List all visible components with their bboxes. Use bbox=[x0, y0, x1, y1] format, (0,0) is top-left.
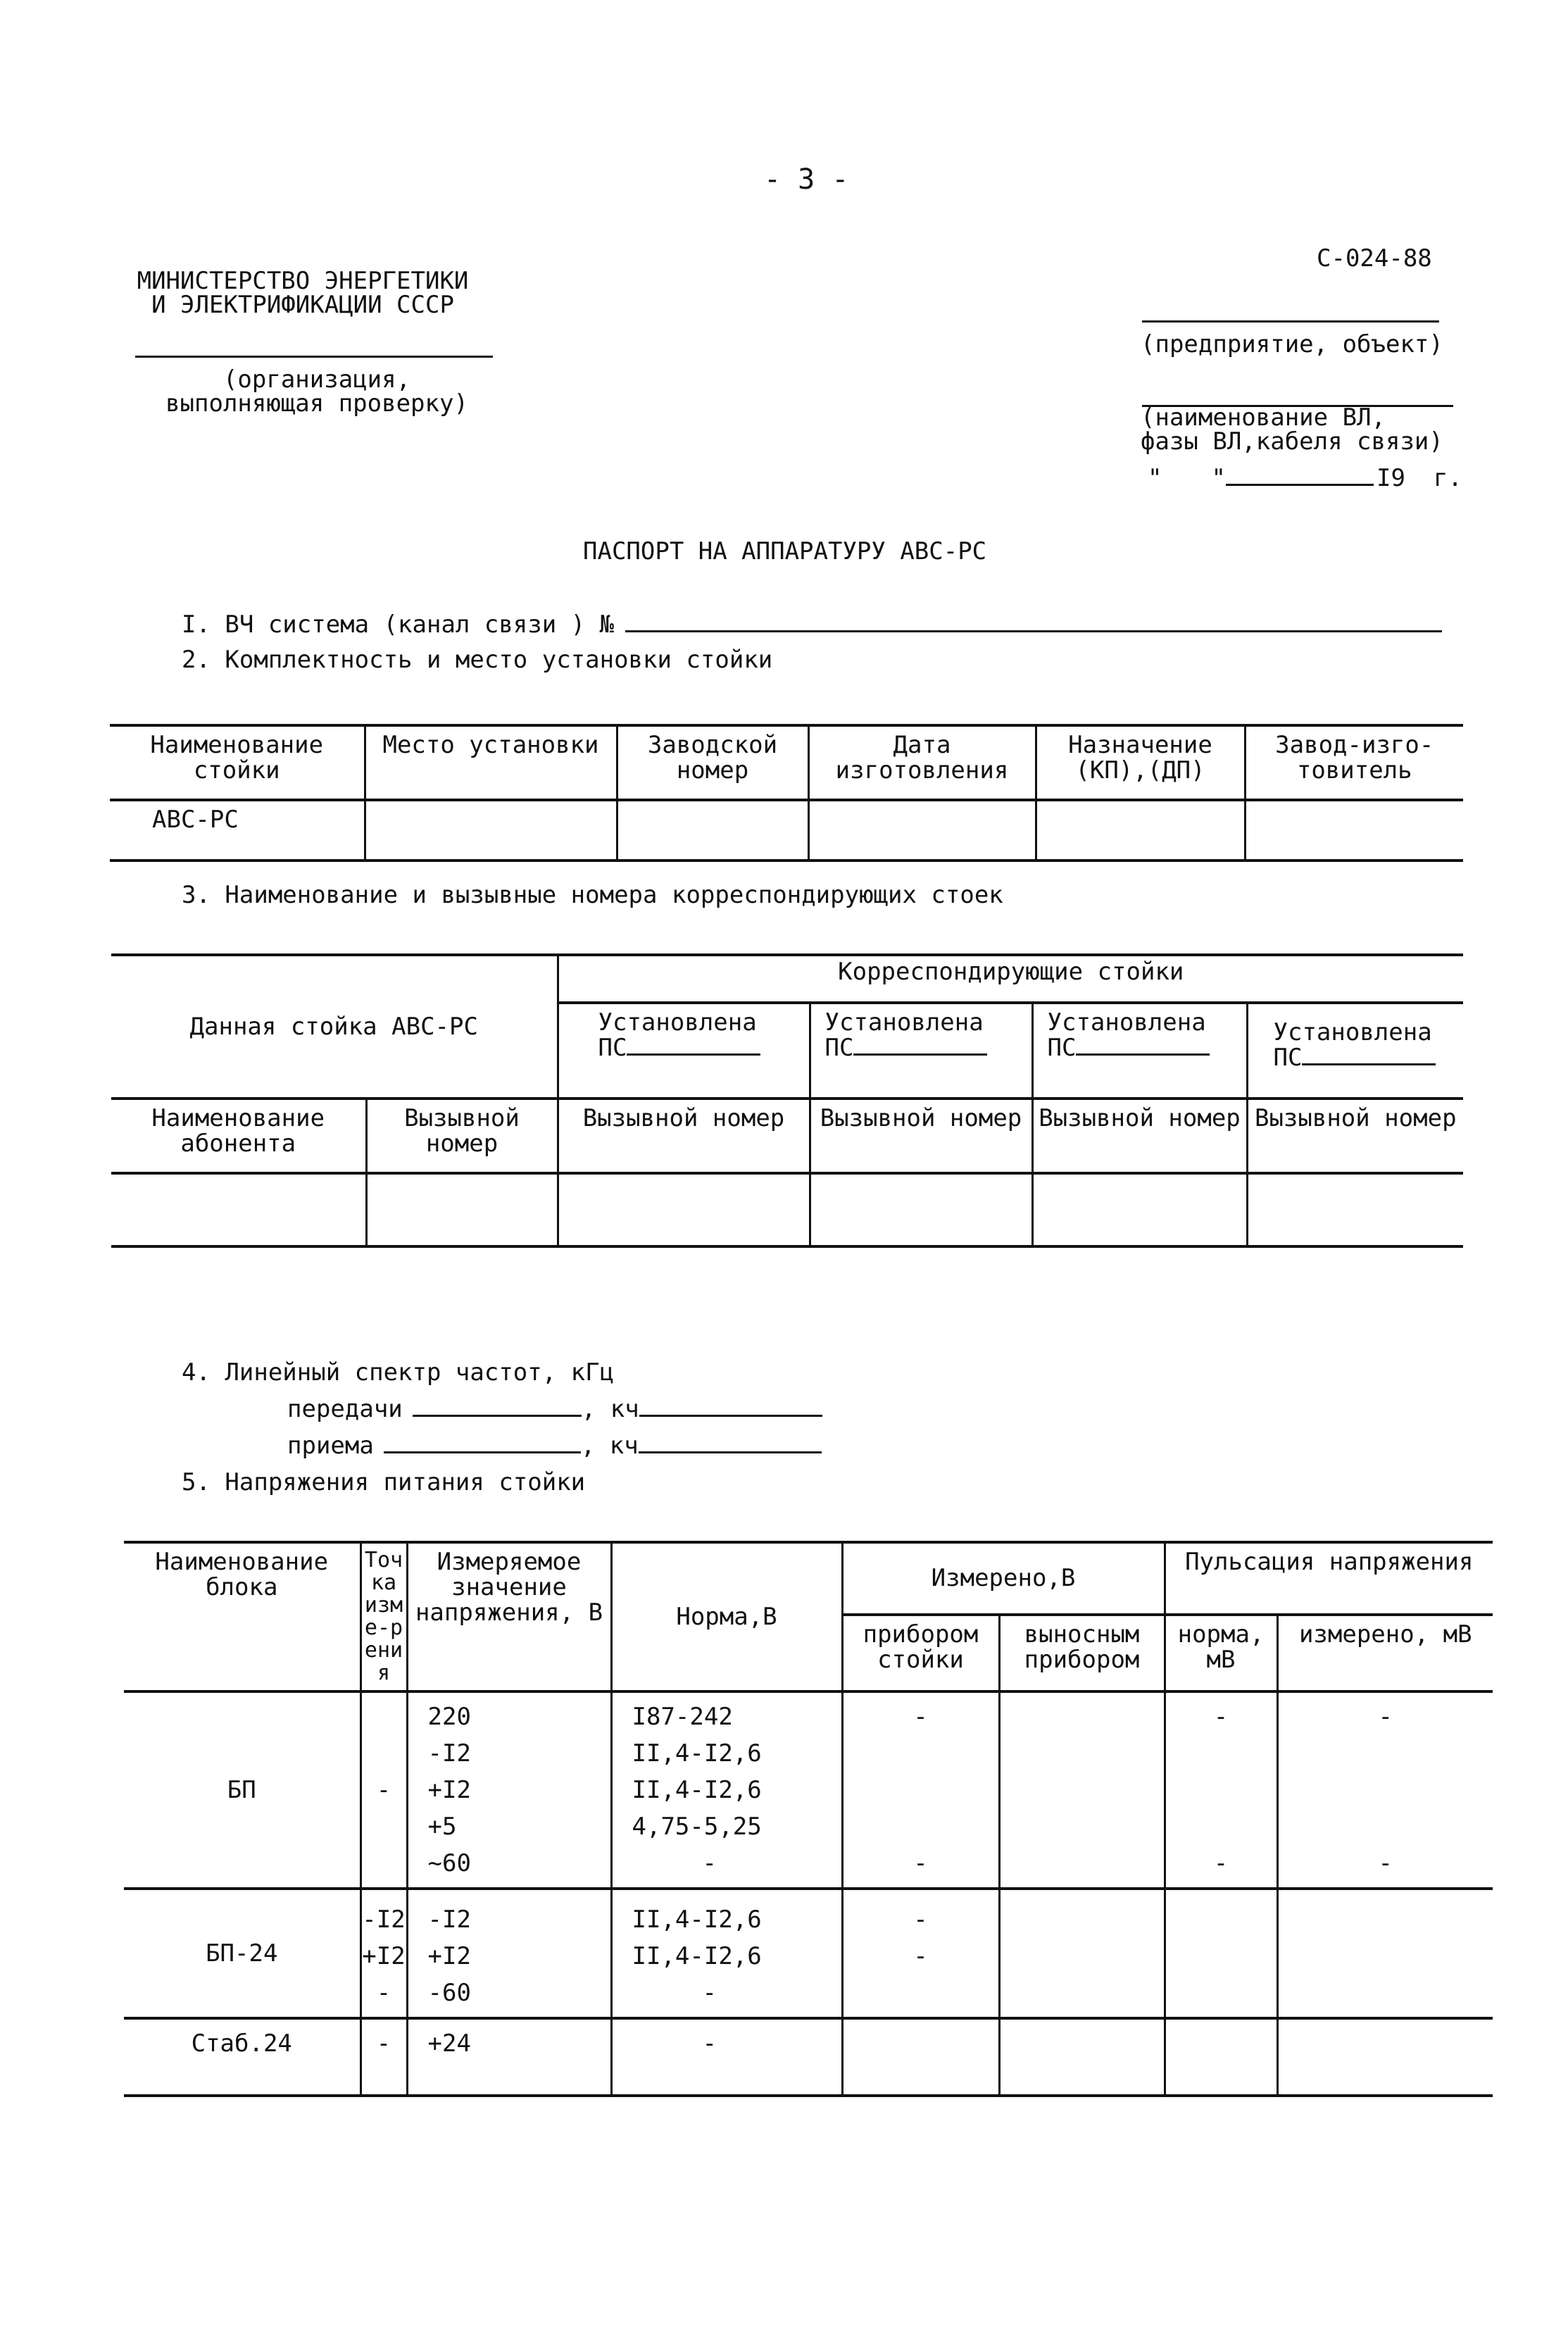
external-device-values bbox=[999, 1691, 1165, 1889]
date-line: " " I9 г. bbox=[1148, 464, 1462, 492]
header-serial: Заводской номер bbox=[617, 725, 808, 800]
header-block-name: Наименование блока bbox=[124, 1542, 360, 1691]
header-purpose: Назначение (КП),(ДП) bbox=[1036, 725, 1245, 800]
item-1: I. ВЧ система (канал связи ) № bbox=[182, 611, 1442, 638]
empty-cell bbox=[111, 1173, 366, 1246]
document-code: С-024-88 bbox=[1317, 244, 1432, 273]
header-manufacture-date: Дата изготовления bbox=[808, 725, 1036, 800]
enterprise-line bbox=[1142, 320, 1439, 323]
header-manufacturer: Завод-изго-товитель bbox=[1245, 725, 1463, 800]
norm-values: II,4-I2,6 II,4-I2,6 - bbox=[611, 1889, 842, 2018]
equipment-table bbox=[110, 724, 1463, 862]
table-row bbox=[124, 2018, 1493, 2096]
cell-location bbox=[365, 800, 617, 861]
given-stand-header: Данная стойка АВС-РС bbox=[111, 955, 558, 1099]
corresponding-stands-header: Корреспондирующие стойки bbox=[558, 955, 1463, 1003]
header-stand-device: прибором стойки bbox=[842, 1615, 999, 1691]
cell-serial bbox=[617, 800, 808, 861]
installed-ps-1: Установлена ПС bbox=[558, 1003, 810, 1099]
header-ripple: Пульсация напряжения bbox=[1165, 1542, 1493, 1615]
measure-point: - bbox=[360, 2018, 407, 2096]
installed-ps-2: Установлена ПС bbox=[810, 1003, 1032, 1099]
header-call-number-1: Вызывной номер bbox=[558, 1099, 810, 1173]
norm-values: I87-242 II,4-I2,6 II,4-I2,6 4,75-5,25 - bbox=[611, 1691, 842, 1889]
header-ripple-norm: норма, мВ bbox=[1165, 1615, 1277, 1691]
norm-value: - bbox=[611, 2018, 842, 2096]
cell-manufacturer bbox=[1245, 800, 1463, 861]
item-3: 3. Наименование и вызывные номера корреспондирующих стоек bbox=[182, 881, 1003, 909]
header-measured-value: Измеряемое значение напряжения, В bbox=[407, 1542, 611, 1691]
measured-value: +24 bbox=[407, 2018, 611, 2096]
measured-values: -I2 +I2 -60 bbox=[407, 1889, 611, 2018]
header-location: Место установки bbox=[365, 725, 617, 800]
cell-stand-name: АВС-РС bbox=[110, 800, 365, 861]
measured-values: 220 -I2 +I2 +5 ~60 bbox=[407, 1691, 611, 1889]
external-device-values bbox=[999, 1889, 1165, 2018]
block-name: БП-24 bbox=[124, 1889, 360, 2018]
organization-caption: (организация, выполняющая проверку) bbox=[165, 365, 468, 418]
header-call-number-2: Вызывной номер bbox=[810, 1099, 1032, 1173]
block-name: Стаб.24 bbox=[124, 2018, 360, 2096]
empty-cell bbox=[558, 1173, 810, 1246]
table-row bbox=[124, 1691, 1493, 1889]
header-norm: Норма,В bbox=[611, 1542, 842, 1691]
empty-cell bbox=[1247, 1173, 1463, 1246]
receive-line: приема , кч bbox=[287, 1432, 822, 1459]
ripple-norm-value bbox=[1165, 2018, 1277, 2096]
header-subscriber-name: Наименование абонента bbox=[111, 1099, 366, 1173]
external-device-value bbox=[999, 2018, 1165, 2096]
supply-voltage-table bbox=[124, 1541, 1493, 2097]
ripple-measured-values: - - bbox=[1277, 1691, 1493, 1889]
transmit-line: передачи , кч bbox=[287, 1396, 822, 1422]
ripple-norm-values bbox=[1165, 1889, 1277, 2018]
ministry-name: МИНИСТЕРСТВО ЭНЕРГЕТИКИ И ЭЛЕКТРИФИКАЦИИ СССР bbox=[137, 267, 469, 319]
installed-ps-3: Установлена ПС bbox=[1032, 1003, 1247, 1099]
empty-cell bbox=[366, 1173, 558, 1246]
stand-device-value bbox=[842, 2018, 999, 2096]
ripple-measured-values bbox=[1277, 1889, 1493, 2018]
measure-points: -I2 +I2 - bbox=[360, 1889, 407, 2018]
cell-manufacture-date bbox=[808, 800, 1036, 861]
ripple-norm-values: - - bbox=[1165, 1691, 1277, 1889]
table-row bbox=[124, 1889, 1493, 2018]
page-number: - 3 - bbox=[764, 163, 849, 196]
power-line-caption: (наименование ВЛ, фазы ВЛ,кабеля связи) bbox=[1141, 404, 1443, 456]
stand-device-values: - - bbox=[842, 1691, 999, 1889]
item-5: 5. Напряжения питания стойки bbox=[182, 1468, 586, 1496]
enterprise-caption: (предприятие, объект) bbox=[1141, 330, 1443, 358]
installed-ps-4: Установлена ПС bbox=[1247, 1003, 1463, 1099]
header-ripple-measured: измерено, мВ bbox=[1277, 1615, 1493, 1691]
stand-device-values: - - bbox=[842, 1889, 999, 2018]
header-measured: Измерено,В bbox=[842, 1542, 1165, 1615]
empty-cell bbox=[810, 1173, 1032, 1246]
block-name: БП bbox=[124, 1691, 360, 1889]
cell-purpose bbox=[1036, 800, 1245, 861]
header-call-number-own: Вызывной номер bbox=[366, 1099, 558, 1173]
organization-line bbox=[135, 356, 493, 358]
item-4: 4. Линейный спектр частот, кГц bbox=[182, 1358, 615, 1387]
measure-point: - bbox=[360, 1691, 407, 1889]
corresponding-stands-table bbox=[111, 953, 1463, 1248]
empty-cell bbox=[1032, 1173, 1247, 1246]
header-stand-name: Наименование стойки bbox=[110, 725, 365, 800]
document-title: ПАСПОРТ НА АППАРАТУРУ АВС-РС bbox=[583, 537, 987, 565]
ripple-measured-value bbox=[1277, 2018, 1493, 2096]
header-external-device: выносным прибором bbox=[999, 1615, 1165, 1691]
item-2: 2. Комплектность и место установки стойки bbox=[182, 646, 773, 674]
header-measure-point: Точка изме-рения bbox=[360, 1542, 407, 1691]
header-call-number-3: Вызывной номер bbox=[1032, 1099, 1247, 1173]
header-call-number-4: Вызывной номер bbox=[1247, 1099, 1463, 1173]
